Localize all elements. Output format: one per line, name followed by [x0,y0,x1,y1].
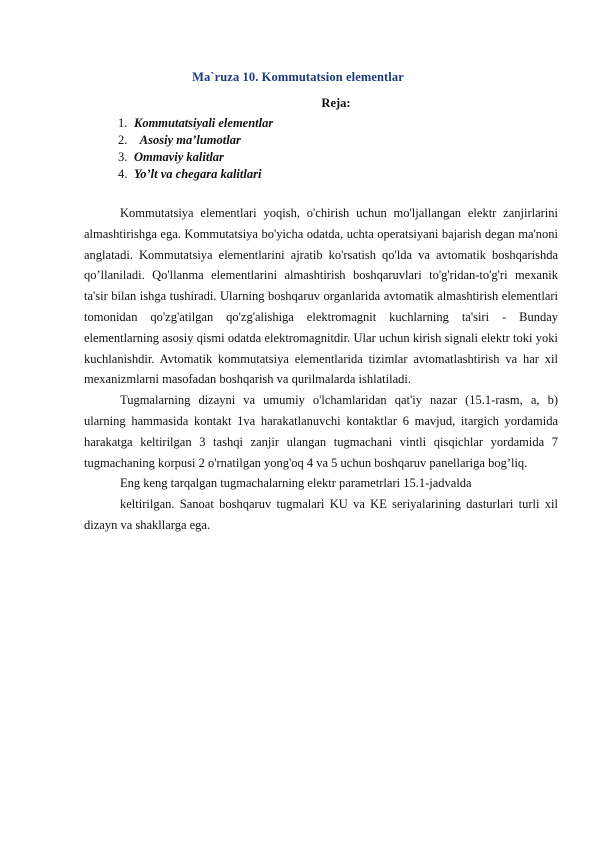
plan-item-number: 4. [118,167,128,181]
plan-item-number: 2. [118,133,128,147]
plan-item-text: Ommaviy kalitlar [134,150,224,164]
plan-item-number: 3. [118,150,128,164]
plan-item-text: Kommutatsiyali elementlar [134,116,274,130]
plan-item-text: Asosiy ma’lumotlar [134,133,241,147]
paragraph: Eng keng tarqalgan tugmachalarning elektr parametrlari 15.1-jadvalda [120,476,472,491]
paragraph: keltirilgan. Sanoat boshqaruv tugmalari KU va KE seriyalarining dasturlari turli xil dizayn va shakllarga ega. [84,497,558,532]
paragraph: Kommutatsiya elementlari yoqish, o'chirish uchun mo'ljallangan elektr zanjirlarini almashtirishga ega. Kommutatsiya bo'yicha odatda, uchta operatsiyani bajarish degan ma'noni anglatadi. Kommutatsiya elementlarini ajratib ko'rsatish qo'lda va avtomatik boshqarishda qo’llaniladi. Qo'llanma elementlarini almashtirish boshqaruvlari to'g'ridan-to'g'ri mexanik ta'sir bilan ishga tushiradi. Ularning boshqaruv organlarida avtomatik almashtirish elementlari tomonidan qo'zg'atilgan qo'zg'alishiga elektromagnit kuchlarning ta'siri - Bunday elementlarning asosiy qismi odatda elektromagnitdir. Ular uchun kirish signali elektr toki yoki kuchlanishdir. Avtomatik kommutatsiya elementlarida tizimlar avtomatlashtirish va har xil mexanizmlarni masofadan boshqarish va qurilmalarda ishlatiladi. [84,206,558,387]
plan-item-number: 1. [118,116,128,130]
plan-item [118,132,273,149]
lecture-body [84,200,558,536]
plan-item [118,166,273,183]
paragraph: Tugmalarning dizayni va umumiy o'lchamlaridan qat'iy nazar (15.1-rasm, a, b) ularning hammasida kontakt 1va harakatlanuvchi kontaktlar 6 mavjud, itargich yordamida harakatga keltirilgan 3 tashqi zanjir ulangan tugmachani vintli qisqichlar yordamida 7 tugmachaning korpusi 2 o'rnatilgan yong'oq 4 va 5 uchun boshqaruv panellariga bog’liq. [84,393,558,470]
plan-item [118,149,273,166]
plan-list [118,115,273,183]
plan-heading: Reja: [321,96,351,110]
lecture-title: Ma`ruza 10. Kommutatsion elementlar [192,70,404,84]
plan-item [118,115,273,132]
plan-item-text: Yo’lt va chegara kalitlari [134,167,262,181]
